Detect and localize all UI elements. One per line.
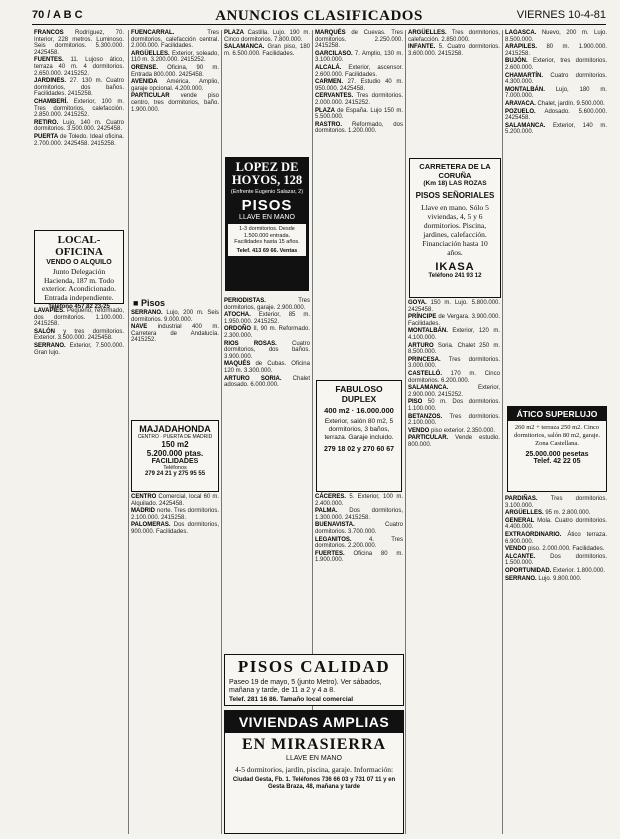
ad-facilities: FACILIDADES bbox=[151, 458, 199, 465]
ad-phone: Teléfono 457 82 23-25 bbox=[48, 304, 110, 310]
listing-text: Tres dormitorios, calefacción. 2.850.000. bbox=[408, 30, 500, 43]
listing-keyword: BUENAVISTA. bbox=[315, 522, 385, 529]
ad-brand-logo: IKASA bbox=[435, 261, 475, 273]
listing-keyword: ALCANTE. bbox=[505, 553, 551, 560]
listing-keyword: PUERTA bbox=[34, 133, 61, 140]
section-title: ANUNCIOS CLASIFICADOS bbox=[215, 8, 423, 24]
listing-text: 11. Lujoso ático, terraza 40 m. 4 dormitorios. 2.650.000. 2415252. bbox=[34, 57, 124, 77]
listing-text: Lujo. 9.800.000. bbox=[538, 575, 582, 582]
ad-line1: 400 m2 · 16.000.000 bbox=[324, 406, 394, 415]
listing bbox=[224, 341, 310, 361]
listing-text: Mola. Cuatro dormitorios. 4.400.000. bbox=[505, 517, 607, 531]
listing-keyword: VENDO bbox=[505, 546, 529, 553]
listing bbox=[315, 508, 403, 521]
listing bbox=[131, 93, 219, 113]
listing bbox=[34, 99, 124, 119]
listing-keyword: PRÍNCIPE bbox=[408, 314, 439, 321]
ad-phone: Telef. 42 22 05 bbox=[533, 458, 581, 465]
listing bbox=[505, 496, 607, 509]
ad-title: LOCAL-OFICINA bbox=[55, 234, 103, 258]
ad-body-text: 1-3 dormitorios. Desde 1.500.000 entrada. Facilidades hasta 15 años. bbox=[234, 226, 300, 245]
listing-text: 150 m. Lujo. 5.800.000. 2425458. bbox=[408, 300, 500, 313]
listing bbox=[315, 494, 403, 507]
listing-keyword: ARAPILES. bbox=[505, 44, 547, 51]
bullet-icon: ■ bbox=[133, 298, 141, 308]
ad-phone: 279 18 02 y 270 60 67 bbox=[323, 446, 395, 453]
listing-text: Dos dormitorios, 1.300.000. 2415258. bbox=[315, 508, 403, 521]
listing-keyword: PISO bbox=[408, 399, 428, 406]
listing-text: vende piso centro, tres dormitorios, baño. 1.900.000. bbox=[131, 93, 219, 113]
listing-keyword: NAVE bbox=[131, 324, 158, 331]
listing-keyword: ARGÜELLES. bbox=[505, 510, 546, 517]
listing-keyword: PARTICULAR. bbox=[408, 435, 456, 442]
listing bbox=[505, 58, 607, 71]
column-6-top bbox=[505, 30, 607, 394]
listing-text: 80 m. 1.900.000. 2415258. bbox=[505, 44, 607, 57]
section-heading-pisos bbox=[133, 298, 165, 308]
listing-text: Tres dormitorios. 3.100.000. bbox=[505, 496, 607, 509]
listing bbox=[224, 326, 310, 339]
listing-text: 27. Estudio 40 m. 950.000. 2425458. bbox=[315, 79, 403, 92]
listing-keyword: AVENIDA bbox=[131, 79, 167, 86]
column-1-bottom bbox=[34, 308, 124, 834]
listing-text: Exterior, 7.500.000. Gran lujo. bbox=[34, 342, 124, 356]
ad-price: 5.200.000 ptas. bbox=[146, 449, 204, 458]
listing-keyword: GOYA. bbox=[408, 300, 431, 306]
listing-keyword: FUENTES. bbox=[34, 57, 71, 64]
ad-body: 4-5 dormitorios, jardín, piscina, garaje. Información: bbox=[234, 765, 394, 774]
listing bbox=[131, 324, 219, 344]
listing bbox=[224, 376, 310, 389]
page-header bbox=[32, 8, 606, 25]
listing-text: Reformado, dos dormitorios. 1.200.000. bbox=[315, 121, 403, 135]
listing-text: de Cuevas. Tres dormitorios. 2.250.000. 2415258. bbox=[315, 30, 403, 50]
listing bbox=[408, 44, 500, 57]
listing-keyword: EXTRAORDINARIO. bbox=[505, 531, 568, 538]
ad-body: 260 m2 + terraza 250 m2. Cinco dormitorios, salón 80 m2, garaje. Zona Castellana. bbox=[513, 424, 601, 447]
column-3-top bbox=[224, 30, 310, 154]
listing-text: Tres dormitorios. 2.100.000. bbox=[408, 413, 500, 427]
ad-km: (Km 18) LAS ROZAS bbox=[423, 180, 487, 187]
listing-text: Lujo, 140 m. Cuatro dormitorios. 3.500.000. 2425458. bbox=[34, 119, 124, 133]
atico-superlujo-ad bbox=[507, 406, 607, 492]
listing-text: de España. Lujo 150 m. 5.500.000. bbox=[315, 107, 403, 121]
listing-keyword: CERVANTES. bbox=[315, 93, 357, 100]
listing-text: Exterior, 120 m. 4.100.000. bbox=[408, 328, 500, 341]
ad-phone: Telef. 413 69 66. Ventas bbox=[236, 247, 298, 254]
listing bbox=[131, 79, 219, 92]
listing-text: Tres dormitorios, garaje. 2.900.000. bbox=[224, 298, 310, 311]
column-2-top bbox=[131, 30, 219, 296]
column-2-bottom bbox=[131, 494, 219, 834]
carretera-coruna-ad bbox=[409, 158, 501, 298]
ad-phone: Teléfono 241 93 12 bbox=[428, 273, 482, 279]
listing-keyword: SALÓN bbox=[34, 328, 64, 335]
ad-subtitle: (Enfrente Eugenio Salazar, 2) bbox=[230, 189, 304, 195]
listing-keyword: SALAMANCA. bbox=[408, 385, 478, 392]
listing bbox=[315, 537, 403, 550]
listing bbox=[408, 371, 500, 384]
column-6-bottom bbox=[505, 496, 607, 834]
listing-keyword: PARTICULAR bbox=[131, 93, 181, 100]
fabuloso-duplex-ad bbox=[316, 380, 402, 492]
listing-text: Gran piso, 180 m. 6.500.000. Facilidades. bbox=[224, 44, 310, 57]
listing-text: Vende estudio. 800.000. bbox=[408, 435, 500, 448]
listing-keyword: PALMA. bbox=[315, 508, 350, 515]
listing bbox=[408, 357, 500, 370]
listing bbox=[131, 310, 219, 323]
listing-keyword: GENERAL bbox=[505, 517, 538, 524]
listing-keyword: SALAMANCA. bbox=[505, 122, 553, 129]
ad-label: LLAVE EN MANO bbox=[239, 214, 295, 221]
listing-keyword: CENTRO bbox=[131, 494, 159, 500]
listing-text: 170 m. Cinco dormitorios. 6.200.000. bbox=[408, 370, 500, 384]
listing bbox=[505, 546, 607, 553]
listing bbox=[408, 314, 500, 327]
listing-keyword: CARMEN. bbox=[315, 79, 348, 86]
listing-text: Exterior. 1.800.000. bbox=[553, 567, 606, 574]
listing bbox=[505, 568, 607, 575]
listing-keyword: CHAMARTÍN. bbox=[505, 72, 551, 79]
listing-keyword: MADRID bbox=[131, 508, 157, 515]
ad-title: VIVIENDAS AMPLIAS bbox=[225, 711, 403, 733]
column-2-middle bbox=[131, 310, 219, 418]
ad-title: MAJADAHONDA bbox=[139, 424, 211, 434]
column-3-bottom bbox=[224, 298, 310, 650]
listing-text: de Toledo. Ideal oficina. 2.700.000. 2425458. 2415258. bbox=[34, 133, 124, 147]
ad-heading: PISOS SEÑORIALES bbox=[415, 191, 495, 200]
listing-text: Ático terraza. 6.900.000. bbox=[505, 531, 607, 545]
listing bbox=[34, 134, 124, 147]
listing bbox=[131, 508, 219, 521]
listing-text: Exterior, 140 m. 5.200.000. bbox=[505, 122, 607, 136]
ad-area: 150 m2 bbox=[161, 440, 189, 449]
listing-keyword: ARTURO SORIA. bbox=[224, 375, 293, 382]
viviendas-amplias-ad bbox=[224, 710, 404, 834]
listing bbox=[408, 435, 500, 448]
listing-text: Dos dormitorios. 1.500.000. bbox=[505, 553, 607, 567]
listing-text: 5. Cuatro dormitorios. 3.600.000. 2415258. bbox=[408, 44, 500, 57]
ad-price: 25.000.000 pesetas bbox=[525, 451, 589, 458]
listing-keyword: PLAZA bbox=[224, 30, 248, 36]
listing bbox=[224, 298, 310, 311]
ad-body: Llave en mano. Sólo 5 viviendas, 4, 5 y 6 dormitorios. Piscina, jardines, calefacción. Financiación hasta 10 años. bbox=[421, 203, 489, 257]
issue-date: VIERNES 10-4-81 bbox=[516, 9, 606, 21]
ad-subtitle: VENDO O ALQUILO bbox=[46, 259, 112, 266]
listing-keyword: OPORTUNIDAD. bbox=[505, 567, 553, 574]
listing-text: Rodríguez, 70. Interior, 228 metros. Luminoso. Seis dormitorios. 5.300.000. 2425458. bbox=[34, 30, 124, 56]
listing-keyword: PERIODISTAS. bbox=[224, 298, 299, 304]
listing bbox=[505, 123, 607, 136]
column-4-top bbox=[315, 30, 403, 376]
ad-word: PISOS bbox=[241, 197, 293, 214]
listing bbox=[408, 328, 500, 341]
listing-text: de Vergara. 3.900.000. Facilidades. bbox=[408, 314, 500, 327]
listing bbox=[315, 65, 403, 78]
pisos-calidad-ad bbox=[224, 654, 404, 706]
listing bbox=[505, 518, 607, 531]
listing-text: Exterior, tres dormitorios. 2.600.000. bbox=[505, 58, 607, 71]
listing bbox=[34, 343, 124, 356]
listing bbox=[505, 73, 607, 86]
ad-body: Junto Delegación Hacienda, 187 m. Todo exterior. Acondicionado. Entrada independiente. bbox=[42, 267, 116, 302]
listing bbox=[505, 30, 607, 43]
listing-keyword: INFANTE. bbox=[408, 44, 439, 51]
listing-keyword: POZUELO. bbox=[505, 108, 545, 115]
listing-text: piso. 2.000.000. Facilidades. bbox=[528, 546, 605, 553]
ad-title: ÁTICO SUPERLUJO bbox=[508, 407, 606, 421]
listing-text: Comercial, local 60 m. Alquilado. 2425458. bbox=[131, 494, 220, 507]
listing-keyword: MAQUÉS bbox=[224, 361, 256, 368]
listing-text: Exterior, 2.900.000. 2415252. bbox=[408, 385, 500, 398]
ad-body bbox=[228, 224, 306, 256]
listing bbox=[505, 101, 607, 108]
listing bbox=[505, 87, 607, 100]
ad-title: LOPEZ DE HOYOS, 128 bbox=[231, 160, 303, 187]
column-1-top bbox=[34, 30, 124, 226]
listing-keyword: PLAZA bbox=[315, 107, 338, 114]
ad-phone: Ciudad Gesta, Fb. 1. Teléfonos 736 66 03 y 731 07 11 y en Gesta Braza, 48, mañana y tarde bbox=[232, 777, 396, 790]
listing-keyword: ARTURO bbox=[408, 342, 438, 349]
listing bbox=[224, 44, 310, 57]
listing-keyword: LAVAPIÉS. bbox=[34, 308, 68, 314]
listing bbox=[408, 343, 500, 356]
listing-keyword: VENDO bbox=[408, 427, 432, 434]
listing bbox=[34, 120, 124, 133]
listing-text: norte. Tres dormitorios. 2.100.000. 2415258. bbox=[131, 508, 220, 521]
listing-keyword: JARDINES. bbox=[34, 78, 70, 85]
ad-tel-label: Teléfonos bbox=[163, 465, 187, 471]
listing-keyword: ARGÜELLES. bbox=[408, 30, 452, 36]
listing-keyword: SALAMANCA. bbox=[224, 44, 268, 51]
listing-keyword: ARGÜELLES. bbox=[131, 50, 172, 57]
listing bbox=[505, 576, 607, 583]
listing-text: Exterior, 100 m. Tres dormitorios, calefacción. 2.850.000. 2415252. bbox=[34, 98, 124, 119]
listing-text: industrial 400 m. Carretera de Andalucía. 2415252. bbox=[131, 324, 219, 344]
listing bbox=[34, 78, 124, 98]
column-5-bottom bbox=[408, 300, 500, 700]
ad-subtitle: EN MIRASIERRA bbox=[241, 736, 387, 753]
listing bbox=[408, 428, 500, 435]
listing-keyword: CHAMBERÍ. bbox=[34, 98, 74, 105]
local-oficina-ad bbox=[34, 230, 124, 310]
listing-keyword: MONTALBÁN. bbox=[505, 86, 556, 93]
listing-keyword: MONTALBÁN. bbox=[408, 328, 453, 335]
section-label: Pisos bbox=[140, 298, 165, 308]
listing bbox=[131, 522, 219, 535]
listing-text: Cuatro dormitorios, dos baños. 3.900.000. bbox=[224, 340, 310, 360]
listing-keyword: PARDIÑAS. bbox=[505, 496, 551, 502]
listing-keyword: ORDOÑO bbox=[224, 326, 254, 333]
listing-text: Adosado. 5.600.000. 2425458. bbox=[505, 108, 607, 122]
listing bbox=[34, 57, 124, 77]
listing-keyword: FUERTES. bbox=[315, 550, 354, 557]
listing bbox=[505, 109, 607, 122]
listing bbox=[315, 51, 403, 64]
listing bbox=[315, 93, 403, 106]
listing-keyword: ORENSE. bbox=[131, 64, 168, 71]
listing bbox=[34, 329, 124, 342]
listing-text: Dos dormitorios, 900.000. Facilidades. bbox=[131, 522, 219, 535]
listing bbox=[408, 414, 500, 427]
ad-sub: CENTRO · PUERTA DE MADRID bbox=[137, 434, 213, 440]
listing bbox=[505, 44, 607, 57]
listing-text: Cuatro dormitorios. 3.700.000. bbox=[315, 522, 403, 535]
listing-keyword: ARAVACA. bbox=[505, 100, 538, 107]
listing-text: Oficina 80 m. 1.900.000. bbox=[315, 550, 403, 564]
listing-text: 27. 130 m. Cuatro dormitorios, dos baños. Facilidades. 2415258. bbox=[34, 78, 124, 98]
listing-text: Lujo, 180 m. 7.000.000. bbox=[505, 86, 607, 100]
listing bbox=[408, 399, 500, 412]
majadahonda-ad bbox=[131, 420, 219, 492]
listing-text: Tres dormitorios. 2.000.000. 2415252. bbox=[315, 93, 403, 106]
ad-body: Paseo 19 de mayo, 5 (junto Metro). Ver sábados, mañana y tarde, de 11 a 2 y 4 a 8. bbox=[229, 679, 382, 694]
column-5-top bbox=[408, 30, 500, 156]
listing-keyword: SERRANO. bbox=[505, 575, 539, 582]
listing-keyword: CÁCERES. bbox=[315, 494, 350, 500]
ad-phone: Telef. 281 16 86. Tamaño local comercial bbox=[229, 696, 354, 703]
listing-keyword: BUJÓN. bbox=[505, 58, 533, 65]
listing-text: Exterior, 85 m. 1.950.000. 2415252. bbox=[224, 312, 310, 325]
column-4-bottom bbox=[315, 494, 403, 650]
listing bbox=[131, 30, 219, 50]
listing bbox=[505, 532, 607, 545]
listing-keyword: GARCILASO. bbox=[315, 50, 355, 57]
listing-text: Lujo, 200 m. Seis dormitorios. 9.000.000. bbox=[131, 310, 220, 323]
listing-keyword: CASTELLÓ. bbox=[408, 370, 451, 377]
listing bbox=[408, 300, 500, 313]
listing-text: Pequeño, reformado, dos dormitorios. 1.100.000. 2415258. bbox=[34, 308, 125, 328]
listing-text: Cuatro dormitorios. 4.300.000. bbox=[505, 72, 607, 86]
listing-keyword: LAGASCA. bbox=[505, 30, 542, 36]
listing-keyword: FRANCOS bbox=[34, 30, 75, 36]
listing bbox=[131, 51, 219, 64]
listing-text: 4. Tres dormitorios. 2.200.000. bbox=[315, 536, 403, 550]
listing-text: Oficina, 90 m. Entrada 800.000. 2425458. bbox=[131, 64, 219, 78]
listing-text: Exterior, soleado, 110 m. 3.200.000. 2415252. bbox=[131, 50, 219, 64]
listing bbox=[505, 510, 607, 517]
listing-text: Nuevo, 200 m. Lujo. 8.500.000. bbox=[505, 30, 607, 43]
listing-keyword: RETIRO. bbox=[34, 119, 63, 126]
listing-keyword: ATOCHA. bbox=[224, 312, 259, 319]
listing bbox=[315, 522, 403, 535]
listing-keyword: SERRANO. bbox=[34, 342, 70, 349]
listing-text: América. Amplio, garaje opcional. 4.200.000. bbox=[131, 79, 219, 92]
listing bbox=[315, 30, 403, 50]
listing-text: Tres dormitorios, calefacción central. 2.000.000. Facilidades. bbox=[131, 30, 219, 50]
listing bbox=[408, 385, 500, 398]
listing bbox=[505, 554, 607, 567]
ad-body: Exterior, salón 80 m2, 5 dormitorios, 3 baños, terraza. Garaje incluido. bbox=[324, 418, 394, 441]
listing bbox=[315, 108, 403, 121]
page-number: 70 / A B C bbox=[32, 9, 83, 21]
ad-title: CARRETERA DE LA CORUÑA bbox=[419, 162, 491, 180]
listing bbox=[34, 30, 124, 56]
lopez-de-hoyos-ad bbox=[225, 157, 309, 291]
listing bbox=[131, 494, 219, 507]
listing bbox=[34, 308, 124, 328]
listing bbox=[315, 122, 403, 135]
listing-keyword: BETANZOS. bbox=[408, 413, 450, 420]
listing-keyword: RASTRO. bbox=[315, 121, 352, 128]
ad-label: LLAVE EN MANO bbox=[286, 755, 342, 762]
listing bbox=[315, 79, 403, 92]
listing bbox=[131, 65, 219, 78]
listing-text: 7. Amplio, 130 m. 3.100.000. bbox=[315, 50, 404, 64]
listing-text: Castilla. Lujo. 190 m. Cinco dormitorios. 7.800.000. bbox=[224, 30, 310, 43]
ad-phone: 279 24 21 y 275 95 55 bbox=[144, 471, 206, 477]
listing-keyword: ALCALÁ. bbox=[315, 64, 349, 71]
listing-text: Chalet, jardín. 9.500.000. bbox=[537, 100, 605, 107]
listing-keyword: LEGANITOS. bbox=[315, 536, 369, 543]
listing-keyword: RIOS ROSAS. bbox=[224, 340, 292, 347]
listing-keyword: PRINCESA. bbox=[408, 356, 449, 363]
listing-keyword: FUENCARRAL. bbox=[131, 30, 208, 36]
ad-title: PISOS CALIDAD bbox=[237, 657, 391, 676]
listing-text: y tres dormitorios. Exterior. 3.500.000. 2425458. bbox=[34, 328, 124, 342]
listing-text: Tres dormitorios. 3.000.000. bbox=[408, 356, 500, 370]
listing-keyword: MARQUÉS bbox=[315, 30, 352, 36]
listing bbox=[315, 551, 403, 564]
listing-text: II, 90 m. Reformado. 2.300.000. bbox=[224, 326, 310, 339]
listing-keyword: SERRANO. bbox=[131, 310, 167, 316]
listing bbox=[224, 361, 310, 374]
listing-keyword: PALOMERAS. bbox=[131, 522, 174, 529]
listing bbox=[224, 312, 310, 325]
listing-text: piso exterior. 2.350.000. bbox=[431, 427, 496, 434]
listing bbox=[408, 30, 500, 43]
listing-text: 5. Exterior, 100 m. 2.400.000. bbox=[315, 494, 403, 507]
listing-text: 50 m. Dos dormitorios. 1.100.000. bbox=[408, 399, 500, 412]
listing-text: 95 m. 2.800.000. bbox=[545, 510, 591, 517]
listing-text: Soria. Chalet 250 m. 8.500.000. bbox=[408, 342, 500, 356]
listing-text: Chalet adosado. 6.000.000. bbox=[224, 375, 310, 389]
listing bbox=[224, 30, 310, 43]
listing-text: de Cubas. Oficina 120 m. 3.300.000. bbox=[224, 361, 310, 374]
listing-text: Exterior, ascensor. 2.600.000. Facilidades. bbox=[315, 64, 404, 78]
ad-title: FABULOSO DUPLEX bbox=[335, 384, 383, 404]
